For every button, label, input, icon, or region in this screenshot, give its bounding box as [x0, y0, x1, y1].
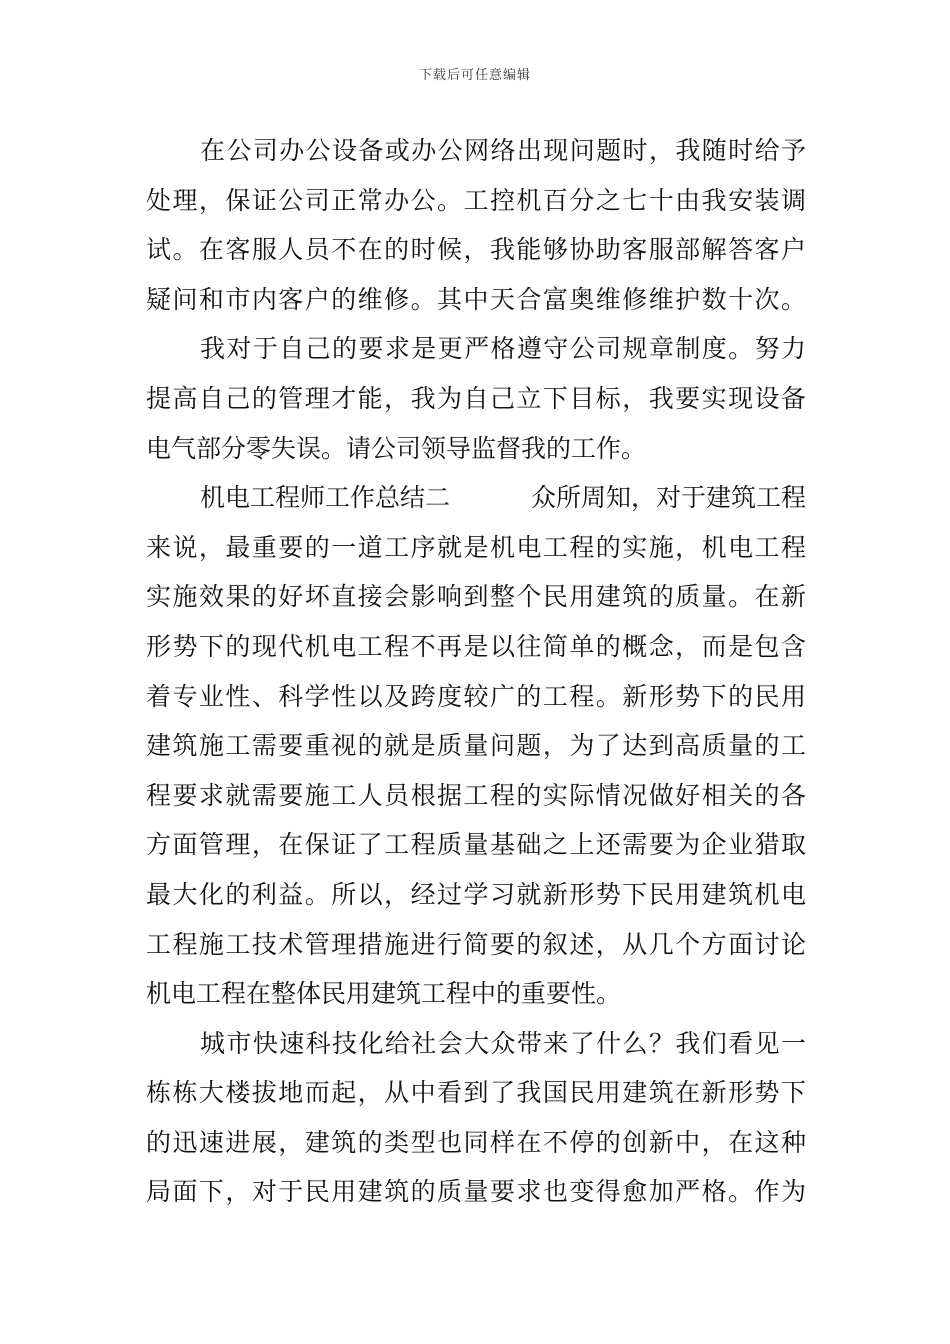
- text-line: 方面管理，在保证了工程质量基础之上还需要为企业猎取: [146, 830, 806, 860]
- document-body: [146, 126, 806, 1217]
- text-line: 我对于自己的要求是更严格遵守公司规章制度。努力: [200, 334, 806, 364]
- text-line: 的迅速进展，建筑的类型也同样在不停的创新中，在这种: [146, 1127, 806, 1157]
- text-line: 形势下的现代机电工程不再是以往简单的概念，而是包含: [146, 631, 806, 661]
- paragraph-4: [146, 1019, 806, 1217]
- text-line: 最大化的利益。所以，经过学习就新形势下民用建筑机电: [146, 879, 806, 909]
- text-line: 着专业性、科学性以及跨度较广的工程。新形势下的民用: [146, 681, 806, 711]
- paragraph-3: [146, 473, 806, 1019]
- paragraph-2: [146, 324, 806, 473]
- text-line: 实施效果的好坏直接会影响到整个民用建筑的质量。在新: [146, 582, 806, 612]
- text-line: 处理，保证公司正常办公。工控机百分之七十由我安装调: [146, 185, 806, 215]
- text-line: 栋栋大楼拔地而起，从中看到了我国民用建筑在新形势下: [146, 1078, 806, 1108]
- paragraph-1: [146, 126, 806, 324]
- text-line: 建筑施工需要重视的就是质量问题，为了达到高质量的工: [146, 731, 806, 761]
- text-line: 工程施工技术管理措施进行简要的叙述，从几个方面讨论: [146, 929, 806, 959]
- text-line: 在公司办公设备或办公网络出现问题时，我随时给予: [200, 136, 806, 165]
- section-heading: 机电工程师工作总结二: [200, 483, 451, 513]
- heading-line-rest: 众所周知，对于建筑工程: [530, 483, 806, 513]
- text-line: 电气部分零失误。请公司领导监督我的工作。: [146, 433, 647, 463]
- text-line: 局面下，对于民用建筑的质量要求也变得愈加严格。作为: [146, 1177, 806, 1207]
- text-line: 机电工程在整体民用建筑工程中的重要性。: [146, 979, 622, 1009]
- text-line: 提高自己的管理才能，我为自己立下目标，我要实现设备: [146, 383, 806, 413]
- text-line: 程要求就需要施工人员根据工程的实际情况做好相关的各: [146, 780, 806, 810]
- text-line: 来说，最重要的一道工序就是机电工程的实施，机电工程: [146, 532, 806, 562]
- text-line: 城市快速科技化给社会大众带来了什么？我们看见一: [200, 1028, 806, 1058]
- text-line: 疑问和市内客户的维修。其中天合富奥维修维护数十次。: [146, 284, 806, 314]
- page-header: 下载后可任意编辑: [418, 68, 531, 83]
- text-line: 试。在客服人员不在的时候，我能够协助客服部解答客户: [146, 235, 806, 265]
- heading-line: [146, 473, 806, 523]
